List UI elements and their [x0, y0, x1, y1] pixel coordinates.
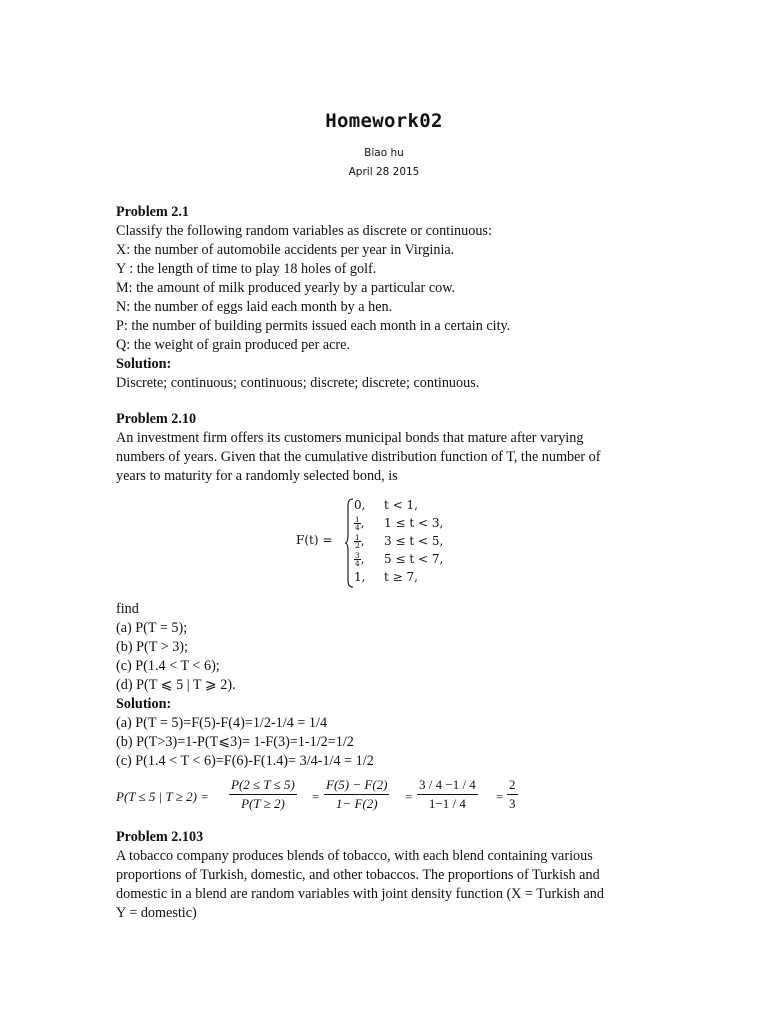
find-label: find — [116, 601, 139, 617]
document-author: Biao hu — [364, 147, 404, 159]
solution-label: Solution: — [116, 356, 172, 372]
question-item: (d) P(T ⩽ 5 | T ⩾ 2). — [116, 677, 236, 693]
question-item: (c) P(1.4 < T < 6); — [116, 658, 220, 674]
problem-line: An investment firm offers its customers municipal bonds that mature after varying — [116, 430, 584, 446]
solution-text: Discrete; continuous; continuous; discrete; discrete; continuous. — [116, 375, 480, 391]
cdf-lhs: F(t) = — [296, 533, 333, 547]
solution-item: (a) P(T = 5)=F(5)-F(4)=1/2-1/4 = 1/4 — [116, 715, 328, 731]
equals-sign: = — [312, 789, 320, 804]
problem-line: X: the number of automobile accidents per year in Virginia. — [116, 242, 455, 258]
left-brace-icon — [344, 497, 354, 589]
problem-line: Y : the length of time to play 18 holes of golf. — [116, 261, 377, 277]
equation-fraction: $\frac{F(5) - F(2)}{1- F(2)}$ — [326, 777, 388, 811]
problem-line: domestic in a blend are random variables with joint density function (X = Turkish and — [116, 886, 604, 902]
question-item: (a) P(T = 5); — [116, 620, 188, 636]
problem-line: N: the number of eggs laid each month by a hen. — [116, 299, 393, 315]
problem-line: years to maturity for a randomly selected bond, is — [116, 468, 398, 484]
problem-line: Y = domestic) — [116, 905, 197, 921]
equation-lhs: P(T ≤ 5 | T ≥ 2) = — [116, 789, 209, 804]
problem-heading: Problem 2.103 — [116, 829, 204, 845]
document-date: April 28 2015 — [348, 166, 420, 178]
question-item: (b) P(T > 3); — [116, 639, 188, 655]
equals-sign: = — [405, 789, 413, 804]
problem-line: M: the amount of milk produced yearly by a particular cow. — [116, 280, 456, 296]
problem-line: Q: the weight of grain produced per acre. — [116, 337, 350, 353]
problem-line: Classify the following random variables as discrete or continuous: — [116, 223, 492, 239]
problem-line: A tobacco company produces blends of tobacco, with each blend containing various — [116, 848, 593, 864]
problem-2-10-questions — [116, 600, 656, 771]
equals-sign: = — [496, 789, 504, 804]
problem-line: numbers of years. Given that the cumulative distribution function of T, the number of — [116, 449, 601, 465]
problem-line: P: the number of building permits issued each month in a certain city. — [116, 318, 511, 334]
equation-fraction: $\frac{P(2 \le T \le 5)}{P(T \ge 2)}$ — [231, 777, 295, 811]
equation-fraction: $\frac{2}{3}$ — [509, 777, 516, 811]
cdf-piecewise-function: F(t) = 0, t < 1, $\frac{1}{4}$ , 1 ≤ t < 3, $\frac{1}{2}$ , 3 ≤ t < 5, $\frac{3}{4}$ , 5 ≤ t < 7, 1, t ≥ 7, — [296, 497, 466, 589]
problem-heading: Problem 2.1 — [116, 204, 190, 220]
problem-2-10-intro — [116, 410, 656, 486]
conditional-probability-equation — [116, 776, 516, 816]
problem-2-103 — [116, 828, 656, 923]
solution-item: (b) P(T>3)=1-P(T⩽3)= 1-F(3)=1-1/2=1/2 — [116, 734, 354, 750]
solution-label: Solution: — [116, 696, 172, 712]
document-title: Homework02 — [325, 110, 443, 132]
problem-line: proportions of Turkish, domestic, and other tobaccos. The proportions of Turkish and — [116, 867, 600, 883]
equation-fraction: $\frac{3 / 4 -1 / 4}{1-1 / 4}$ — [419, 777, 476, 811]
problem-2-1 — [116, 203, 656, 393]
solution-item: (c) P(1.4 < T < 6)=F(6)-F(1.4)= 3/4-1/4 = 1/2 — [116, 753, 374, 769]
problem-heading: Problem 2.10 — [116, 411, 197, 427]
